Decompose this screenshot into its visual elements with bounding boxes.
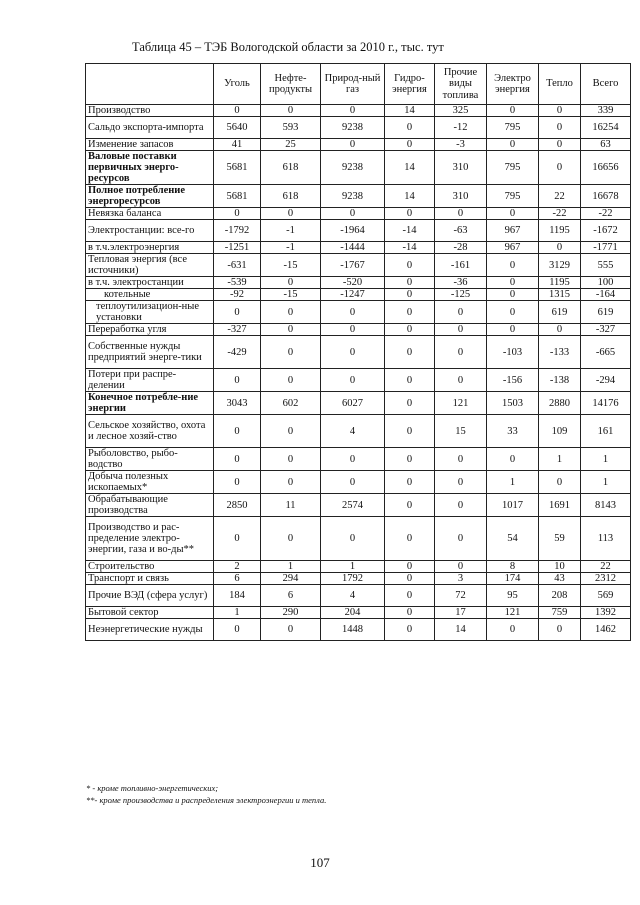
table-cell: 0	[385, 561, 435, 573]
table-cell: -63	[435, 220, 487, 242]
table-cell: 339	[581, 105, 631, 117]
table-cell: 0	[385, 607, 435, 619]
row-label: Изменение запасов	[86, 139, 214, 151]
column-header: Прочие виды топлива	[435, 64, 487, 105]
table-cell: 310	[435, 185, 487, 208]
table-cell: -12	[435, 117, 487, 139]
table-row	[86, 517, 631, 561]
table-cell: 15	[435, 415, 487, 448]
table-cell: 0	[385, 139, 435, 151]
table-cell: 113	[581, 517, 631, 561]
table-row	[86, 369, 631, 392]
table-cell: 0	[435, 448, 487, 471]
row-label: Потери при распре-делении	[86, 369, 214, 392]
table-cell: 967	[487, 242, 539, 254]
table-cell: 2	[214, 561, 261, 573]
table-cell: 4	[321, 585, 385, 607]
row-label: Рыболовство, рыбо-водство	[86, 448, 214, 471]
table-row	[86, 117, 631, 139]
table-cell: 25	[261, 139, 321, 151]
table-row	[86, 607, 631, 619]
table-cell: -1767	[321, 254, 385, 277]
table-cell: 0	[539, 619, 581, 641]
table-cell: 14	[385, 185, 435, 208]
table-cell: 0	[539, 471, 581, 494]
table-cell: -1247	[321, 289, 385, 301]
table-cell: 0	[435, 471, 487, 494]
table-cell: 4	[321, 415, 385, 448]
table-cell: 0	[435, 301, 487, 324]
footnote: * - кроме топливно-энергетических;	[86, 783, 219, 793]
table-cell: 1	[539, 448, 581, 471]
table-cell: 1	[581, 448, 631, 471]
table-cell: 2312	[581, 573, 631, 585]
table-cell: 290	[261, 607, 321, 619]
table-cell: 1792	[321, 573, 385, 585]
table-cell: 759	[539, 607, 581, 619]
row-label: Сальдо экспорта-импорта	[86, 117, 214, 139]
table-cell: -14	[385, 220, 435, 242]
table-row	[86, 242, 631, 254]
table-cell: 0	[385, 448, 435, 471]
table-cell: 0	[261, 324, 321, 336]
row-label: Конечное потребле-ние энергии	[86, 392, 214, 415]
table-cell: 0	[487, 254, 539, 277]
table-cell: 0	[539, 151, 581, 185]
table-row	[86, 336, 631, 369]
row-label: Полное потребление энергоресурсов	[86, 185, 214, 208]
table-cell: 9238	[321, 117, 385, 139]
table-cell: -1771	[581, 242, 631, 254]
table-cell: 593	[261, 117, 321, 139]
table-cell: 619	[581, 301, 631, 324]
row-label: Производство и рас-пределение электро-энергии, газа и во-ды**	[86, 517, 214, 561]
table-cell: 0	[321, 139, 385, 151]
table-cell: 795	[487, 117, 539, 139]
table-cell: 0	[487, 289, 539, 301]
table-cell: -92	[214, 289, 261, 301]
table-cell: 33	[487, 415, 539, 448]
table-cell: -429	[214, 336, 261, 369]
table-cell: 0	[487, 619, 539, 641]
row-label: в т.ч.электроэнергия	[86, 242, 214, 254]
table-cell: 310	[435, 151, 487, 185]
table-cell: 619	[539, 301, 581, 324]
table-cell: 9238	[321, 185, 385, 208]
table-row	[86, 185, 631, 208]
table-cell: 0	[487, 277, 539, 289]
table-row	[86, 105, 631, 117]
table-cell: 0	[435, 517, 487, 561]
table-cell: 0	[385, 619, 435, 641]
table-cell: 1	[487, 471, 539, 494]
table-cell: 0	[214, 619, 261, 641]
table-cell: 0	[487, 448, 539, 471]
table-row	[86, 277, 631, 289]
row-label: Неэнергетические нужды	[86, 619, 214, 641]
table-cell: 0	[261, 301, 321, 324]
table-cell: 0	[539, 105, 581, 117]
table-cell: -1	[261, 242, 321, 254]
table-cell: 0	[435, 324, 487, 336]
row-label: котельные	[86, 289, 214, 301]
table-cell: 1315	[539, 289, 581, 301]
column-header: Электро энергия	[487, 64, 539, 105]
table-cell: 72	[435, 585, 487, 607]
table-cell: 10	[539, 561, 581, 573]
table-cell: 95	[487, 585, 539, 607]
table-cell: 0	[435, 561, 487, 573]
column-header: Уголь	[214, 64, 261, 105]
table-cell: -631	[214, 254, 261, 277]
table-cell: 0	[261, 336, 321, 369]
table-cell: 6	[261, 585, 321, 607]
table-row	[86, 561, 631, 573]
table-cell: 161	[581, 415, 631, 448]
row-label: Добыча полезных ископаемых*	[86, 471, 214, 494]
table-cell: 0	[385, 289, 435, 301]
table-cell: 6027	[321, 392, 385, 415]
column-header: Гидро-энергия	[385, 64, 435, 105]
table-cell: 6	[214, 573, 261, 585]
table-cell: 618	[261, 151, 321, 185]
table-row	[86, 301, 631, 324]
table-cell: 14	[385, 105, 435, 117]
table-cell: 618	[261, 185, 321, 208]
column-header: Тепло	[539, 64, 581, 105]
table-cell: 0	[321, 369, 385, 392]
table-cell: -327	[581, 324, 631, 336]
table-cell: 0	[487, 208, 539, 220]
table-cell: -1251	[214, 242, 261, 254]
row-label: Прочие ВЭД (сфера услуг)	[86, 585, 214, 607]
table-cell: 2574	[321, 494, 385, 517]
table-cell: 22	[581, 561, 631, 573]
table-cell: -36	[435, 277, 487, 289]
page-number: 107	[310, 855, 330, 870]
table-cell: 14176	[581, 392, 631, 415]
table-cell: 0	[214, 415, 261, 448]
table-cell: 8143	[581, 494, 631, 517]
table-row	[86, 619, 631, 641]
table-cell: 0	[261, 517, 321, 561]
table-title: Таблица 45 – ТЭБ Вологодской области за 2010 г., тыс. тут	[132, 40, 444, 54]
table-cell: 0	[487, 324, 539, 336]
table-cell: 0	[261, 208, 321, 220]
table-cell: 0	[321, 301, 385, 324]
table-cell: 0	[385, 585, 435, 607]
table-cell: 5640	[214, 117, 261, 139]
table-row	[86, 324, 631, 336]
table-cell: 1392	[581, 607, 631, 619]
table-cell: 325	[435, 105, 487, 117]
table-row	[86, 415, 631, 448]
header-row	[86, 64, 631, 105]
table-cell: 8	[487, 561, 539, 573]
table-cell: -1964	[321, 220, 385, 242]
table-cell: 0	[321, 448, 385, 471]
table-cell: -161	[435, 254, 487, 277]
table-cell: 1195	[539, 277, 581, 289]
table-cell: -1672	[581, 220, 631, 242]
table-cell: 0	[261, 415, 321, 448]
table-cell: 14	[385, 151, 435, 185]
column-header	[86, 64, 214, 105]
table-cell: -15	[261, 289, 321, 301]
table-cell: 1503	[487, 392, 539, 415]
table-cell: -520	[321, 277, 385, 289]
table-cell: 1195	[539, 220, 581, 242]
table-cell: 0	[261, 448, 321, 471]
table-cell: 9238	[321, 151, 385, 185]
table-cell: 0	[321, 105, 385, 117]
table-row	[86, 448, 631, 471]
table-cell: 1017	[487, 494, 539, 517]
table-cell: -1	[261, 220, 321, 242]
table-cell: 0	[385, 471, 435, 494]
table-cell: 1448	[321, 619, 385, 641]
table-cell: 14	[435, 619, 487, 641]
energy-balance-table	[85, 63, 631, 641]
row-label: Обрабатывающие производства	[86, 494, 214, 517]
table-cell: -103	[487, 336, 539, 369]
table-cell: 0	[435, 208, 487, 220]
table-cell: 0	[435, 369, 487, 392]
row-label: Валовые поставки первичных энерго-ресурсов	[86, 151, 214, 185]
row-label: в т.ч. электростанции	[86, 277, 214, 289]
table-cell: 795	[487, 185, 539, 208]
table-cell: 294	[261, 573, 321, 585]
table-cell: 59	[539, 517, 581, 561]
table-cell: 0	[385, 369, 435, 392]
table-cell: 3043	[214, 392, 261, 415]
table-cell: 0	[385, 301, 435, 324]
table-cell: 16254	[581, 117, 631, 139]
table-row	[86, 494, 631, 517]
table-cell: -28	[435, 242, 487, 254]
row-label: Строительство	[86, 561, 214, 573]
table-cell: -1444	[321, 242, 385, 254]
row-label: Невязка баланса	[86, 208, 214, 220]
table-cell: 1	[321, 561, 385, 573]
table-cell: 0	[539, 117, 581, 139]
table-cell: 0	[385, 392, 435, 415]
table-cell: 1691	[539, 494, 581, 517]
table-cell: 0	[435, 336, 487, 369]
table-cell: 0	[385, 415, 435, 448]
table-cell: 174	[487, 573, 539, 585]
column-header: Природ-ный газ	[321, 64, 385, 105]
table-cell: 0	[261, 471, 321, 494]
table-cell: 1	[581, 471, 631, 494]
table-cell: 0	[321, 324, 385, 336]
table-cell: -539	[214, 277, 261, 289]
table-cell: 43	[539, 573, 581, 585]
table-cell: 555	[581, 254, 631, 277]
table-cell: 1	[214, 607, 261, 619]
table-cell: 5681	[214, 151, 261, 185]
table-row	[86, 392, 631, 415]
table-cell: 41	[214, 139, 261, 151]
table-cell: 0	[214, 105, 261, 117]
table-row	[86, 151, 631, 185]
table-cell: 0	[487, 301, 539, 324]
column-header: Всего	[581, 64, 631, 105]
table-cell: 795	[487, 151, 539, 185]
table-cell: 2880	[539, 392, 581, 415]
table-cell: 0	[321, 208, 385, 220]
table-cell: -327	[214, 324, 261, 336]
table-row	[86, 254, 631, 277]
table-cell: -164	[581, 289, 631, 301]
table-cell: 11	[261, 494, 321, 517]
table-cell: 0	[261, 277, 321, 289]
table-cell: 16656	[581, 151, 631, 185]
table-cell: 63	[581, 139, 631, 151]
table-cell: 0	[385, 324, 435, 336]
table-row	[86, 208, 631, 220]
table-cell: -22	[581, 208, 631, 220]
table-cell: 0	[385, 254, 435, 277]
row-label: Тепловая энергия (все источники)	[86, 254, 214, 277]
row-label: Транспорт и связь	[86, 573, 214, 585]
table-cell: 0	[261, 369, 321, 392]
table-cell: 0	[539, 324, 581, 336]
table-cell: 0	[214, 369, 261, 392]
table-cell: 121	[487, 607, 539, 619]
table-cell: -22	[539, 208, 581, 220]
table-cell: 5681	[214, 185, 261, 208]
row-label: Сельское хозяйство, охота и лесное хозяй-ство	[86, 415, 214, 448]
table-cell: 0	[385, 117, 435, 139]
table-cell: -125	[435, 289, 487, 301]
row-label: Бытовой сектор	[86, 607, 214, 619]
table-cell: 3129	[539, 254, 581, 277]
table-cell: 0	[261, 619, 321, 641]
table-cell: 0	[539, 139, 581, 151]
table-cell: -294	[581, 369, 631, 392]
column-header: Нефте-продукты	[261, 64, 321, 105]
table-row	[86, 573, 631, 585]
table-cell: 0	[385, 208, 435, 220]
table-cell: 184	[214, 585, 261, 607]
table-cell: 17	[435, 607, 487, 619]
table-cell: 0	[385, 336, 435, 369]
table-cell: 0	[435, 494, 487, 517]
row-label: Собственные нужды предприятий энерге-тики	[86, 336, 214, 369]
table-row	[86, 585, 631, 607]
table-row	[86, 220, 631, 242]
table-cell: -1792	[214, 220, 261, 242]
table-cell: 1	[261, 561, 321, 573]
table-cell: 54	[487, 517, 539, 561]
footnotes	[86, 782, 326, 807]
table-cell: 0	[214, 448, 261, 471]
table-cell: 16678	[581, 185, 631, 208]
table-cell: -15	[261, 254, 321, 277]
table-cell: -14	[385, 242, 435, 254]
table-cell: -156	[487, 369, 539, 392]
row-label: теплоутилизацион-ные установки	[86, 301, 214, 324]
table-cell: 0	[214, 517, 261, 561]
table-cell: 204	[321, 607, 385, 619]
table-cell: 0	[321, 517, 385, 561]
table-cell: 0	[539, 242, 581, 254]
table-cell: 0	[261, 105, 321, 117]
footnote: **- кроме производства и распределения электроэнергии и тепла.	[86, 795, 327, 806]
table-cell: 0	[487, 105, 539, 117]
table-cell: 2850	[214, 494, 261, 517]
row-label: Производство	[86, 105, 214, 117]
table-cell: 109	[539, 415, 581, 448]
table-cell: 3	[435, 573, 487, 585]
table-cell: 100	[581, 277, 631, 289]
table-cell: 0	[385, 517, 435, 561]
table-cell: 0	[321, 471, 385, 494]
table-cell: -665	[581, 336, 631, 369]
table-cell: 602	[261, 392, 321, 415]
table-cell: 208	[539, 585, 581, 607]
table-cell: 0	[385, 573, 435, 585]
table-cell: 967	[487, 220, 539, 242]
table-cell: 0	[385, 277, 435, 289]
table-cell: -133	[539, 336, 581, 369]
table-cell: -3	[435, 139, 487, 151]
table-cell: 0	[214, 471, 261, 494]
row-label: Электростанции: все-го	[86, 220, 214, 242]
row-label: Переработка угля	[86, 324, 214, 336]
table-cell: 0	[214, 208, 261, 220]
table-cell: 0	[214, 301, 261, 324]
table-row	[86, 139, 631, 151]
table-row	[86, 289, 631, 301]
table-cell: 0	[321, 336, 385, 369]
table-cell: 569	[581, 585, 631, 607]
table-cell: 0	[385, 494, 435, 517]
table-cell: -138	[539, 369, 581, 392]
table-cell: 22	[539, 185, 581, 208]
table-cell: 0	[487, 139, 539, 151]
table-cell: 1462	[581, 619, 631, 641]
table-cell: 121	[435, 392, 487, 415]
table-row	[86, 471, 631, 494]
